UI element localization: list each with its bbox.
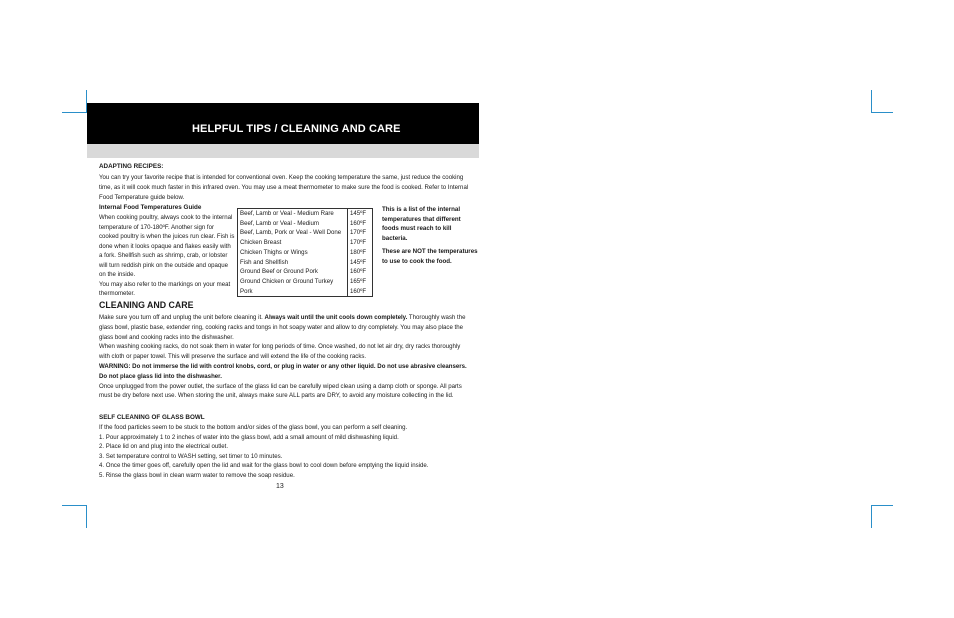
self-clean-intro: If the food particles seem to be stuck to the bottom and/or sides of the glass bowl, you can perform a self cleaning. [99,424,408,431]
cleaning-paragraph-3: Once unplugged from the power outlet, the surface of the glass lid can be carefully wiped clean using a damp cloth or sponge. All parts must be dry before next use. When storing the unit, always make sure ALL parts are DRY, to avoid any moisture collecting in the lid. [99,382,462,400]
temperature-cell: 165ºF [348,277,373,287]
cleaning-paragraph-1 [99,313,471,342]
crop-mark-bottom-right-h [871,505,893,506]
table-row [238,209,373,219]
food-cell: Pork [240,287,253,295]
header-band [87,144,479,158]
food-cell: Chicken Breast [240,239,282,247]
table-row [238,267,373,277]
cleaning-p1-end: Thoroughly wash the glass bowl, plastic base, extender ring, cooking racks and tongs in hot soapy water and allow to dry completely. You may also place the glass bowl and cooking racks into the dishwasher. [99,314,466,341]
self-clean-step: 3. Set temperature control to WASH setting, set timer to 10 minutes. [99,452,283,460]
self-clean-heading: SELF CLEANING OF GLASS BOWL [99,414,205,421]
side-note-line2: These are NOT the temperatures to use to cook the food. [382,248,478,265]
cleaning-p1-bold: Always wait until the unit cools down completely. [264,314,408,321]
crop-mark-bottom-right-v [871,505,872,528]
cleaning-warning: WARNING: Do not immerse the lid with control knobs, cord, or plug in water or any other liquid. Do not use abrasive cleansers. Do not place glass lid into the dishwasher. [99,362,467,380]
temps-guide-heading: Internal Food Temperatures Guide [99,204,202,211]
self-clean-step: 2. Place lid on and plug into the electrical outlet. [99,443,229,451]
food-cell: Ground Chicken or Ground Turkey [240,277,334,285]
crop-mark-bottom-left-h [62,505,87,506]
table-row [238,228,373,238]
table-row [238,258,373,268]
self-clean-step: 4. Once the timer goes off, carefully open the lid and wait for the glass bowl to cool down before emptying the liquid inside. [99,462,429,470]
temperature-cell: 145ºF [348,209,373,219]
table-row [238,248,373,258]
cleaning-paragraph-2: When washing cooking racks, do not soak them in water for long periods of time. Once washed, do not let air dry, dry racks thoroughly with cloth or paper towel. This will preserve the surface and will extend the life of the cooking racks. [99,343,461,361]
self-clean-step: 1. Pour approximately 1 to 2 inches of water into the glass bowl, add a small amount of mild dishwashing liquid. [99,433,399,441]
food-cell: Beef, Lamb, Pork or Veal - Well Done [240,229,342,237]
table-row [238,219,373,229]
crop-mark-top-right-h [871,112,893,113]
food-cell: Fish and Shellfish [240,258,289,266]
table-row [238,238,373,248]
food-cell: Ground Beef or Ground Pork [240,268,318,276]
header-bar [87,103,479,144]
temps-guide-text [99,213,235,299]
cleaning-text [99,313,471,401]
food-cell: Beef, Lamb or Veal - Medium Rare [240,210,334,217]
table-row [238,287,373,297]
temperature-table [237,208,373,297]
table-row [238,277,373,287]
temperature-cell: 170ºF [348,228,373,238]
page-number: 13 [276,483,284,490]
self-clean-step: 5. Rinse the glass bowl in clean warm water to remove the soap residue. [99,471,295,479]
temperature-cell: 160ºF [348,219,373,229]
adapting-heading: ADAPTING RECIPES: [99,163,164,170]
temperature-cell: 170ºF [348,238,373,248]
crop-mark-bottom-left-v [86,505,87,528]
temperature-cell: 160ºF [348,287,373,297]
cleaning-p1-start: Make sure you turn off and unplug the unit before cleaning it. [99,314,265,321]
page-title: HELPFUL TIPS / CLEANING AND CARE [192,123,401,135]
cleaning-heading: CLEANING AND CARE [99,300,194,310]
temperature-cell: 160ºF [348,267,373,277]
side-note [382,205,478,266]
temperature-cell: 180ºF [348,248,373,258]
food-cell: Chicken Thighs or Wings [240,248,308,256]
crop-mark-top-right-v [871,90,872,112]
side-note-line1: This is a list of the internal temperatures that different foods must reach to kill bacteria. [382,206,461,242]
temps-guide-paragraph: When cooking poultry, always cook to the internal temperature of 170-180ºF. Another sign for cooked poultry is when the juices run clear. Fish is done when it looks opaque and flakes easily with a fork. Shellfish such as shrimp, crab, or lobster will turn reddish pink on the outside and opaque on the inside. [99,214,235,278]
crop-mark-top-left-h [62,112,87,113]
adapting-text: You can try your favorite recipe that is intended for conventional oven. Keep the cooking temperature the same, just reduce the cooking time, as it will cook much faster in this infrared oven. You may use a meat thermometer to make sure the food is cooked. Refer to Internal Food Temperature guide below. [99,174,469,201]
temps-guide-note: You may also refer to the markings on your meat thermometer. [99,280,231,297]
food-cell: Beef, Lamb or Veal - Medium [240,219,319,227]
self-clean-text [99,423,471,481]
temperature-cell: 145ºF [348,258,373,268]
